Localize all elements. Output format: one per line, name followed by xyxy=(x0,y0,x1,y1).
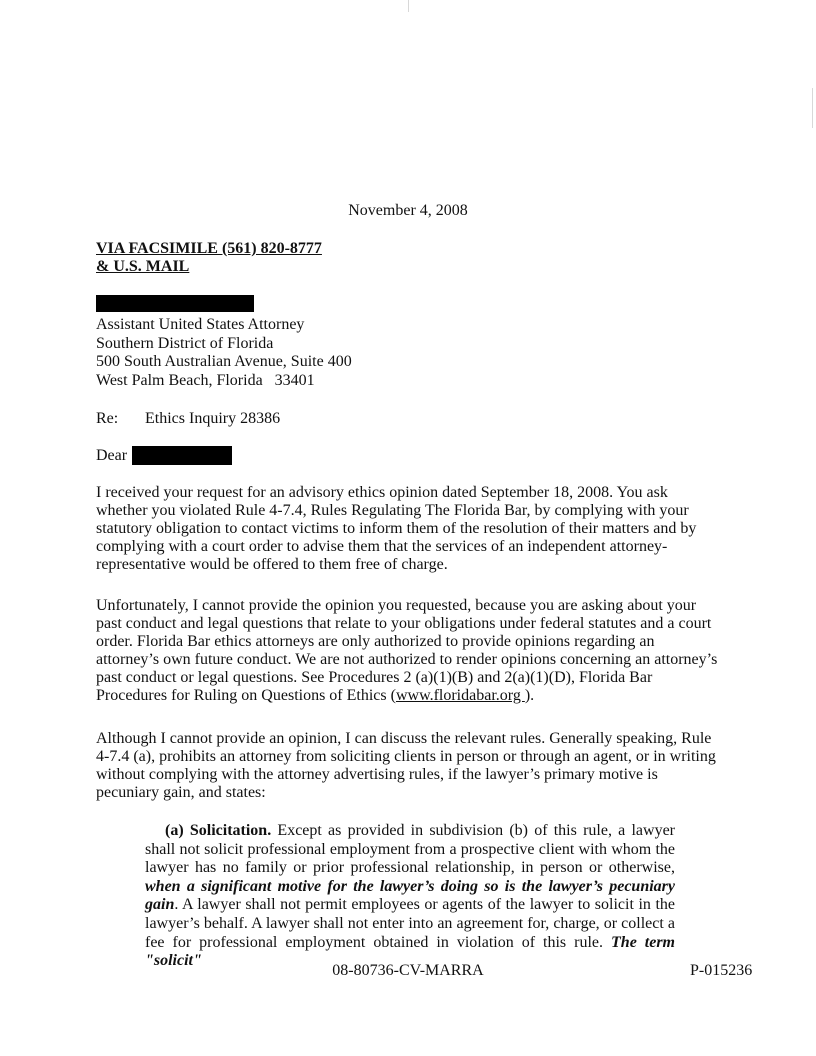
letter-date: November 4, 2008 xyxy=(348,202,468,219)
redaction-recipient-name xyxy=(96,295,254,312)
paragraph-request xyxy=(96,484,720,574)
scan-artifact-right xyxy=(812,88,813,128)
delivery-line-fax: VIA FACSIMILE (561) 820-8777 xyxy=(96,240,322,257)
recipient-address xyxy=(96,316,352,390)
quote-heading: (a) Solicitation. xyxy=(165,822,272,839)
subject-line xyxy=(96,410,280,428)
paragraph-text-after-link: ). xyxy=(524,687,535,704)
paragraph-text xyxy=(96,597,720,705)
footer-case-number: 08-80736-CV-MARRA xyxy=(332,962,484,979)
quote-text: Except as provided in subdivision (b) of this rule, a lawyer shall not solicit professional employment from a prospective client with whom the lawyer has no family or prior professional relationship, in person or otherwise, xyxy=(145,822,675,877)
rule-quote xyxy=(145,822,675,971)
delivery-line-mail: & U.S. MAIL xyxy=(96,258,190,275)
address-line: 500 South Australian Avenue, Suite 400 xyxy=(96,353,352,370)
scan-artifact-top xyxy=(408,0,409,12)
quote-emphasis: The term "solicit" xyxy=(145,933,675,970)
quote-text: . A lawyer shall not permit employees or agents of the lawyer to solicit in the lawyer’s behalf. A lawyer shall not enter into an agreement for, charge, or collect a fee for professional employment obtained in violation of this rule. xyxy=(145,896,675,951)
address-line: West Palm Beach, Florida 33401 xyxy=(96,371,315,389)
address-line: Southern District of Florida xyxy=(96,334,274,352)
paragraph-relevant-rules xyxy=(96,730,720,802)
address-line: Assistant United States Attorney xyxy=(96,316,305,333)
delivery-method xyxy=(96,240,322,276)
quote-emphasis: when a significant motive for the lawyer’s doing so is the lawyer’s pecuniary gain xyxy=(145,877,675,914)
florida-bar-link[interactable]: www.floridabar.org xyxy=(395,687,525,704)
salutation-text: Dear xyxy=(96,447,128,464)
paragraph-text: Although I cannot provide an opinion, I can discuss the relevant rules. Generally speaking, Rule 4-7.4 (a), prohibits an attorney from soliciting clients in person or through an agent, or in writing without complying with the attorney advertising rules, if the lawyer’s primary motive is pecuniary gain, and states: xyxy=(96,730,716,801)
paragraph-text-before-link: Unfortunately, I cannot provide the opinion you requested, because you are asking about your past conduct and legal questions that relate to your obligations under federal statutes and a court order. Florida Bar ethics attorneys are only authorized to provide opinions regarding an attorney’s own future conduct. We are not authorized to render opinions concerning an attorney’s past conduct or legal questions. See Procedures 2 (a)(1)(B) and 2(a)(1)(D), Florida Bar Procedures for Ruling on Questions of Ethics ( xyxy=(96,597,718,704)
footer-page-id: P-015236 xyxy=(690,962,753,979)
paragraph-text: I received your request for an advisory ethics opinion dated September 18, 2008. You ask whether you violated Rule 4-7.4, Rules Regulating The Florida Bar, by complying with your statutory obligation to contact victims to inform them of the resolution of their matters and by complying with a court order to advise them that the services of an independent attorney-representative would be offered to them free of charge. xyxy=(96,484,697,573)
paragraph-cannot-provide xyxy=(96,597,720,705)
subject-text: Ethics Inquiry 28386 xyxy=(145,410,281,427)
subject-label: Re: xyxy=(96,410,119,427)
redaction-salutation-name xyxy=(132,446,232,465)
salutation xyxy=(96,447,127,465)
